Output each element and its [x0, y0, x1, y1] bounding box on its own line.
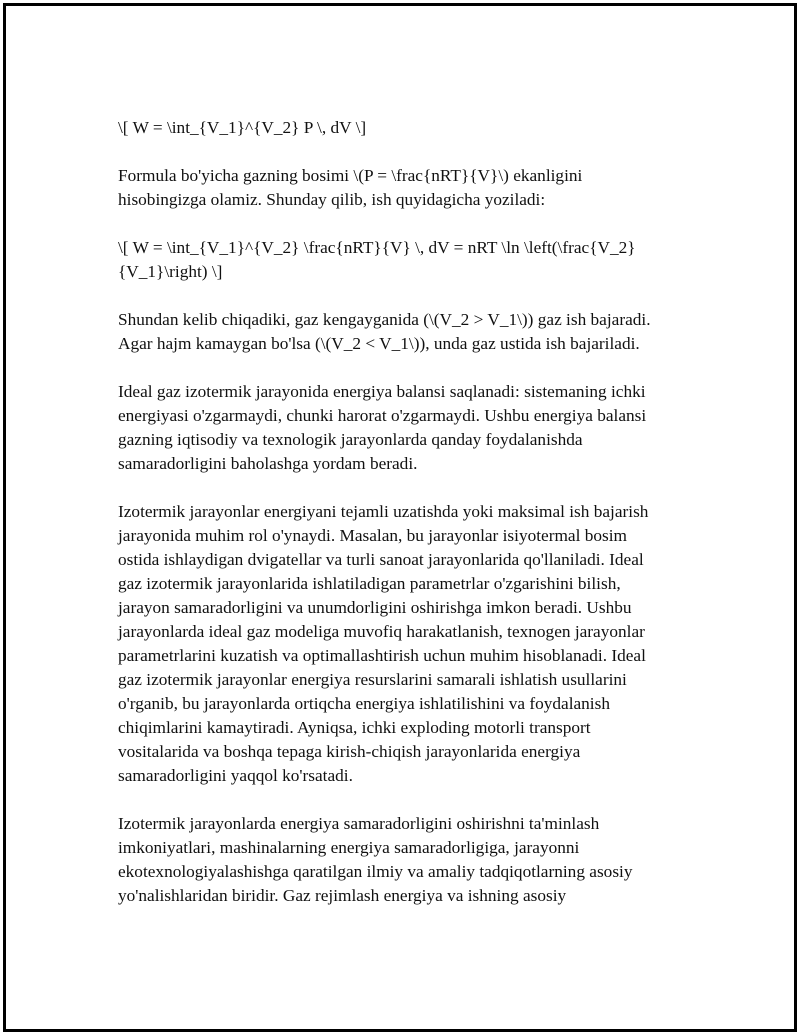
text-line: jarayonlarda ideal gaz modeliga muvofiq harakatlanish, texnogen jarayonlar	[118, 622, 645, 641]
text-line: gaz izotermik jarayonlar energiya resurslarini samarali ishlatish usullarini	[118, 670, 627, 689]
text-line: {V_1}\right) \]	[118, 262, 223, 281]
text-line: Ideal gaz izotermik jarayonida energiya balansi saqlanadi: sistemaning ichki	[118, 382, 646, 401]
text-line: ekotexnologiyalashishga qaratilgan ilmiy va amaliy tadqiqotlarning asosiy	[118, 862, 633, 881]
text-line: Formula bo'yicha gazning bosimi \(P = \frac{nRT}{V}\) ekanligini	[118, 166, 583, 185]
text-line: Agar hajm kamaygan bo'lsa (\(V_2 < V_1\)), unda gaz ustida ish bajariladi.	[118, 334, 640, 353]
text-line: vositalarida va boshqa tepaga kirish-chiqish jarayonlarida energiya	[118, 742, 581, 761]
text-line: Izotermik jarayonlar energiyani tejamli uzatishda yoki maksimal ish bajarish	[118, 502, 649, 521]
text-line: jarayon samaradorligini va unumdorligini oshirishga imkon beradi. Ushbu	[118, 598, 632, 617]
text-line: \[ W = \int_{V_1}^{V_2} \frac{nRT}{V} \, dV = nRT \ln \left(\frac{V_2}	[118, 238, 636, 257]
text-line: Izotermik jarayonlarda energiya samaradorligini oshirishni ta'minlash	[118, 814, 600, 833]
text-line: chiqimlarini kamaytiradi. Ayniqsa, ichki exploding motorli transport	[118, 718, 591, 737]
text-line: o'rganib, bu jarayonlarda ortiqcha energiya ishlatilishini va foydalanish	[118, 694, 610, 713]
text-line: Shundan kelib chiqadiki, gaz kengayganida (\(V_2 > V_1\)) gaz ish bajaradi.	[118, 310, 651, 329]
paragraph-energy-balance	[118, 380, 698, 476]
text-line: samaradorligini yaqqol ko'rsatadi.	[118, 766, 353, 785]
paragraph-isothermal-role	[118, 500, 698, 788]
text-line: \[ W = \int_{V_1}^{V_2} P \, dV \]	[118, 118, 367, 137]
text-line: hisobingizga olamiz. Shunday qilib, ish quyidagicha yoziladi:	[118, 190, 546, 209]
text-line: gazning iqtisodiy va texnologik jarayonlarda qanday foydalanishda	[118, 430, 583, 449]
text-line: samaradorligini baholashga yordam beradi.	[118, 454, 418, 473]
paragraph-research-directions	[118, 812, 698, 908]
text-line: ostida ishlaydigan dvigatellar va turli sanoat jarayonlarida qo'llaniladi. Ideal	[118, 550, 644, 569]
paragraph-expansion-note	[118, 308, 698, 356]
text-line: jarayonida muhim rol o'ynaydi. Masalan, bu jarayonlar isiyotermal bosim	[118, 526, 627, 545]
paragraph-work-log-formula	[118, 236, 698, 284]
text-line: yo'nalishlaridan biridir. Gaz rejimlash energiya va ishning asosiy	[118, 886, 567, 905]
text-line: parametrlarini kuzatish va optimallashtirish uchun muhim hisoblanadi. Ideal	[118, 646, 646, 665]
paragraph-pressure-formula	[118, 164, 698, 212]
document-body	[118, 116, 698, 932]
paragraph-work-integral	[118, 116, 698, 140]
text-line: imkoniyatlari, mashinalarning energiya samaradorligiga, jarayonni	[118, 838, 580, 857]
text-line: gaz izotermik jarayonlarida ishlatiladigan parametrlar o'zgarishini bilish,	[118, 574, 621, 593]
text-line: energiyasi o'zgarmaydi, chunki harorat o'zgarmaydi. Ushbu energiya balansi	[118, 406, 647, 425]
